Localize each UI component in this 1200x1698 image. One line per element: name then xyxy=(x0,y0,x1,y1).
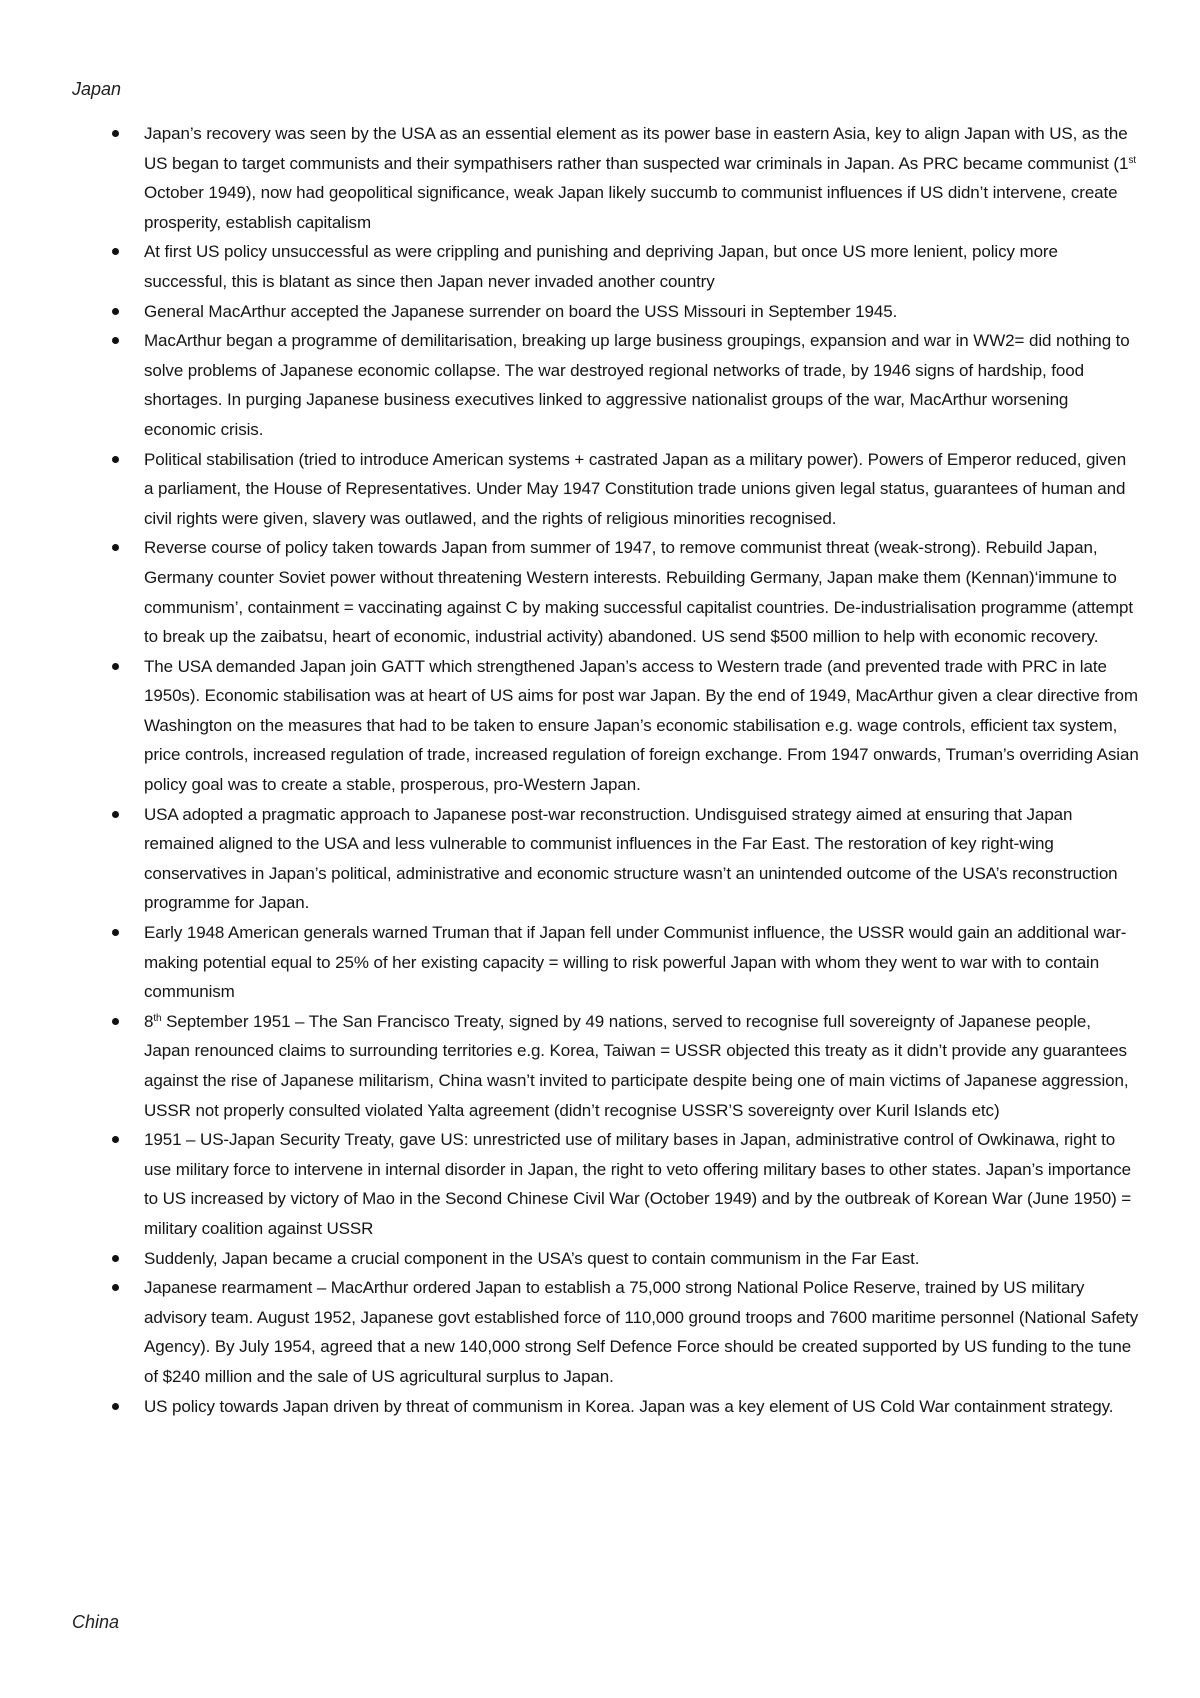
superscript-text: th xyxy=(153,1012,162,1024)
bullet-item xyxy=(120,1007,1140,1125)
bullet-dot-icon xyxy=(112,1136,119,1143)
bullet-item xyxy=(120,237,1140,296)
bullet-item xyxy=(120,326,1140,444)
bullet-item xyxy=(120,1244,1140,1274)
bullet-text: Japan’s recovery was seen by the USA as an essential element as its power base in eastern Asia, key to align Japan with US, as the US began to target communists and their sympathisers rather than suspected war criminals in Japan. As PRC became communist (1 xyxy=(144,124,1129,173)
bullet-text: September 1951 – The San Francisco Treaty, signed by 49 nations, served to recognise full sovereignty of Japanese people, Japan renounced claims to surrounding territories e.g. Korea, Taiwan = USSR objected this treaty as it didn’t provide any guarantees against the rise of Japanese militarism, China wasn’t invited to participate despite being one of main victims of Japanese aggression, USSR not properly consulted violated Yalta agreement (didn’t recognise USSR’S sovereignty over Kuril Islands etc) xyxy=(144,1011,1129,1120)
bullet-item xyxy=(120,1125,1140,1243)
bullet-text: Suddenly, Japan became a crucial component in the USA’s quest to contain communism in the Far East. xyxy=(144,1248,920,1268)
bullet-text: 1951 – US-Japan Security Treaty, gave US: unrestricted use of military bases in Japan, administrative control of Owkinawa, right to use military force to intervene in internal disorder in Japan, the right to veto offering military bases to other states. Japan’s importance to US increased by victory of Mao in the Second Chinese Civil War (October 1949) and by the outbreak of Korean War (June 1950) = military coalition against USSR xyxy=(144,1130,1132,1238)
bullet-text: October 1949), now had geopolitical significance, weak Japan likely succumb to communist influences if US didn’t intervene, create prosperity, establish capitalism xyxy=(144,183,1118,232)
bullet-text: At first US policy unsuccessful as were crippling and punishing and depriving Japan, but once US more lenient, policy more successful, this is blatant as since then Japan never invaded another country xyxy=(144,242,1058,291)
section-heading-japan: Japan xyxy=(72,79,122,99)
bullet-item xyxy=(120,297,1140,327)
bullet-item xyxy=(120,119,1140,237)
bullet-dot-icon xyxy=(112,811,119,818)
bullet-dot-icon xyxy=(112,130,119,137)
bullet-dot-icon xyxy=(112,248,119,255)
bullet-item xyxy=(120,533,1140,651)
bullet-dot-icon xyxy=(112,308,119,315)
bullet-dot-icon xyxy=(112,337,119,344)
bullet-item xyxy=(120,652,1140,800)
superscript-text: st xyxy=(1128,154,1136,166)
bullet-text: US policy towards Japan driven by threat of communism in Korea. Japan was a key element of US Cold War containment strategy. xyxy=(144,1396,1114,1416)
bullet-text: Early 1948 American generals warned Truman that if Japan fell under Communist influence, the USSR would gain an additional war-making potential equal to 25% of her existing capacity = willing to risk powerful Japan with whom they went to war with to contain communism xyxy=(144,923,1127,1002)
bullet-text: MacArthur began a programme of demilitarisation, breaking up large business groupings, expansion and war in WW2= did nothing to solve problems of Japanese economic collapse. The war destroyed regional networks of trade, by 1946 signs of hardship, food shortages. In purging Japanese business executives linked to aggressive nationalist groups of the war, MacArthur worsening economic crisis. xyxy=(144,331,1130,439)
bullet-text: Japanese rearmament – MacArthur ordered Japan to establish a 75,000 strong National Police Reserve, trained by US military advisory team. August 1952, Japanese govt established force of 110,000 ground troops and 7600 maritime personnel (National Safety Agency). By July 1954, agreed that a new 140,000 strong Self Defence Force should be created supported by US funding to the tune of $240 million and the sale of US agricultural surplus to Japan. xyxy=(144,1278,1139,1386)
bullet-dot-icon xyxy=(112,1403,119,1410)
bullet-text: USA adopted a pragmatic approach to Japanese post-war reconstruction. Undisguised strategy aimed at ensuring that Japan remained aligned to the USA and less vulnerable to communist influences in the Far East. The restoration of key right-wing conservatives in Japan’s political, administrative and economic structure wasn’t an unintended outcome of the USA’s reconstruction programme for Japan. xyxy=(144,804,1118,913)
bullet-text: The USA demanded Japan join GATT which strengthened Japan’s access to Western trade (and prevented trade with PRC in late 1950s). Economic stabilisation was at heart of US aims for post war Japan. By the end of 1949, MacArthur given a clear directive from Washington on the measures that had to be taken to ensure Japan’s economic stabilisation e.g. wage controls, efficient tax system, price controls, increased regulation of trade, increased regulation of foreign exchange. From 1947 onwards, Truman’s overriding Asian policy goal was to create a stable, prosperous, pro-Western Japan. xyxy=(144,656,1139,795)
bullet-text: Political stabilisation (tried to introduce American systems + castrated Japan as a military power). Powers of Emperor reduced, given a parliament, the House of Representatives. Under May 1947 Constitution trade unions given legal status, guarantees of human and civil rights were given, slavery was outlawed, and the rights of religious minorities recognised. xyxy=(144,449,1127,528)
bullet-text: 8 xyxy=(144,1011,154,1031)
bullet-dot-icon xyxy=(112,663,119,670)
bullet-dot-icon xyxy=(112,929,119,936)
bullet-text: Reverse course of policy taken towards Japan from summer of 1947, to remove communist threat (weak-strong). Rebuild Japan, Germany counter Soviet power without threatening Western interests. Rebuilding Germany, Japan make them (Kennan)‘immune to communism’, containment = vaccinating against C by making successful capitalist countries. De-industrialisation programme (attempt to break up the zaibatsu, heart of economic, industrial activity) abandoned. US send $500 million to help with economic recovery. xyxy=(144,538,1134,647)
bullet-item xyxy=(120,1392,1140,1422)
bullet-dot-icon xyxy=(112,1018,119,1025)
bullet-list xyxy=(120,119,1140,1421)
bullet-dot-icon xyxy=(112,1255,119,1262)
bullet-item xyxy=(120,1273,1140,1391)
bullet-dot-icon xyxy=(112,544,119,551)
bullet-item xyxy=(120,800,1140,918)
bullet-item xyxy=(120,445,1140,534)
bullet-dot-icon xyxy=(112,1284,119,1291)
bullet-dot-icon xyxy=(112,456,119,463)
section-heading-china: China xyxy=(72,1612,120,1632)
bullet-item xyxy=(120,918,1140,1007)
bullet-text: General MacArthur accepted the Japanese surrender on board the USS Missouri in September 1945. xyxy=(144,301,898,321)
